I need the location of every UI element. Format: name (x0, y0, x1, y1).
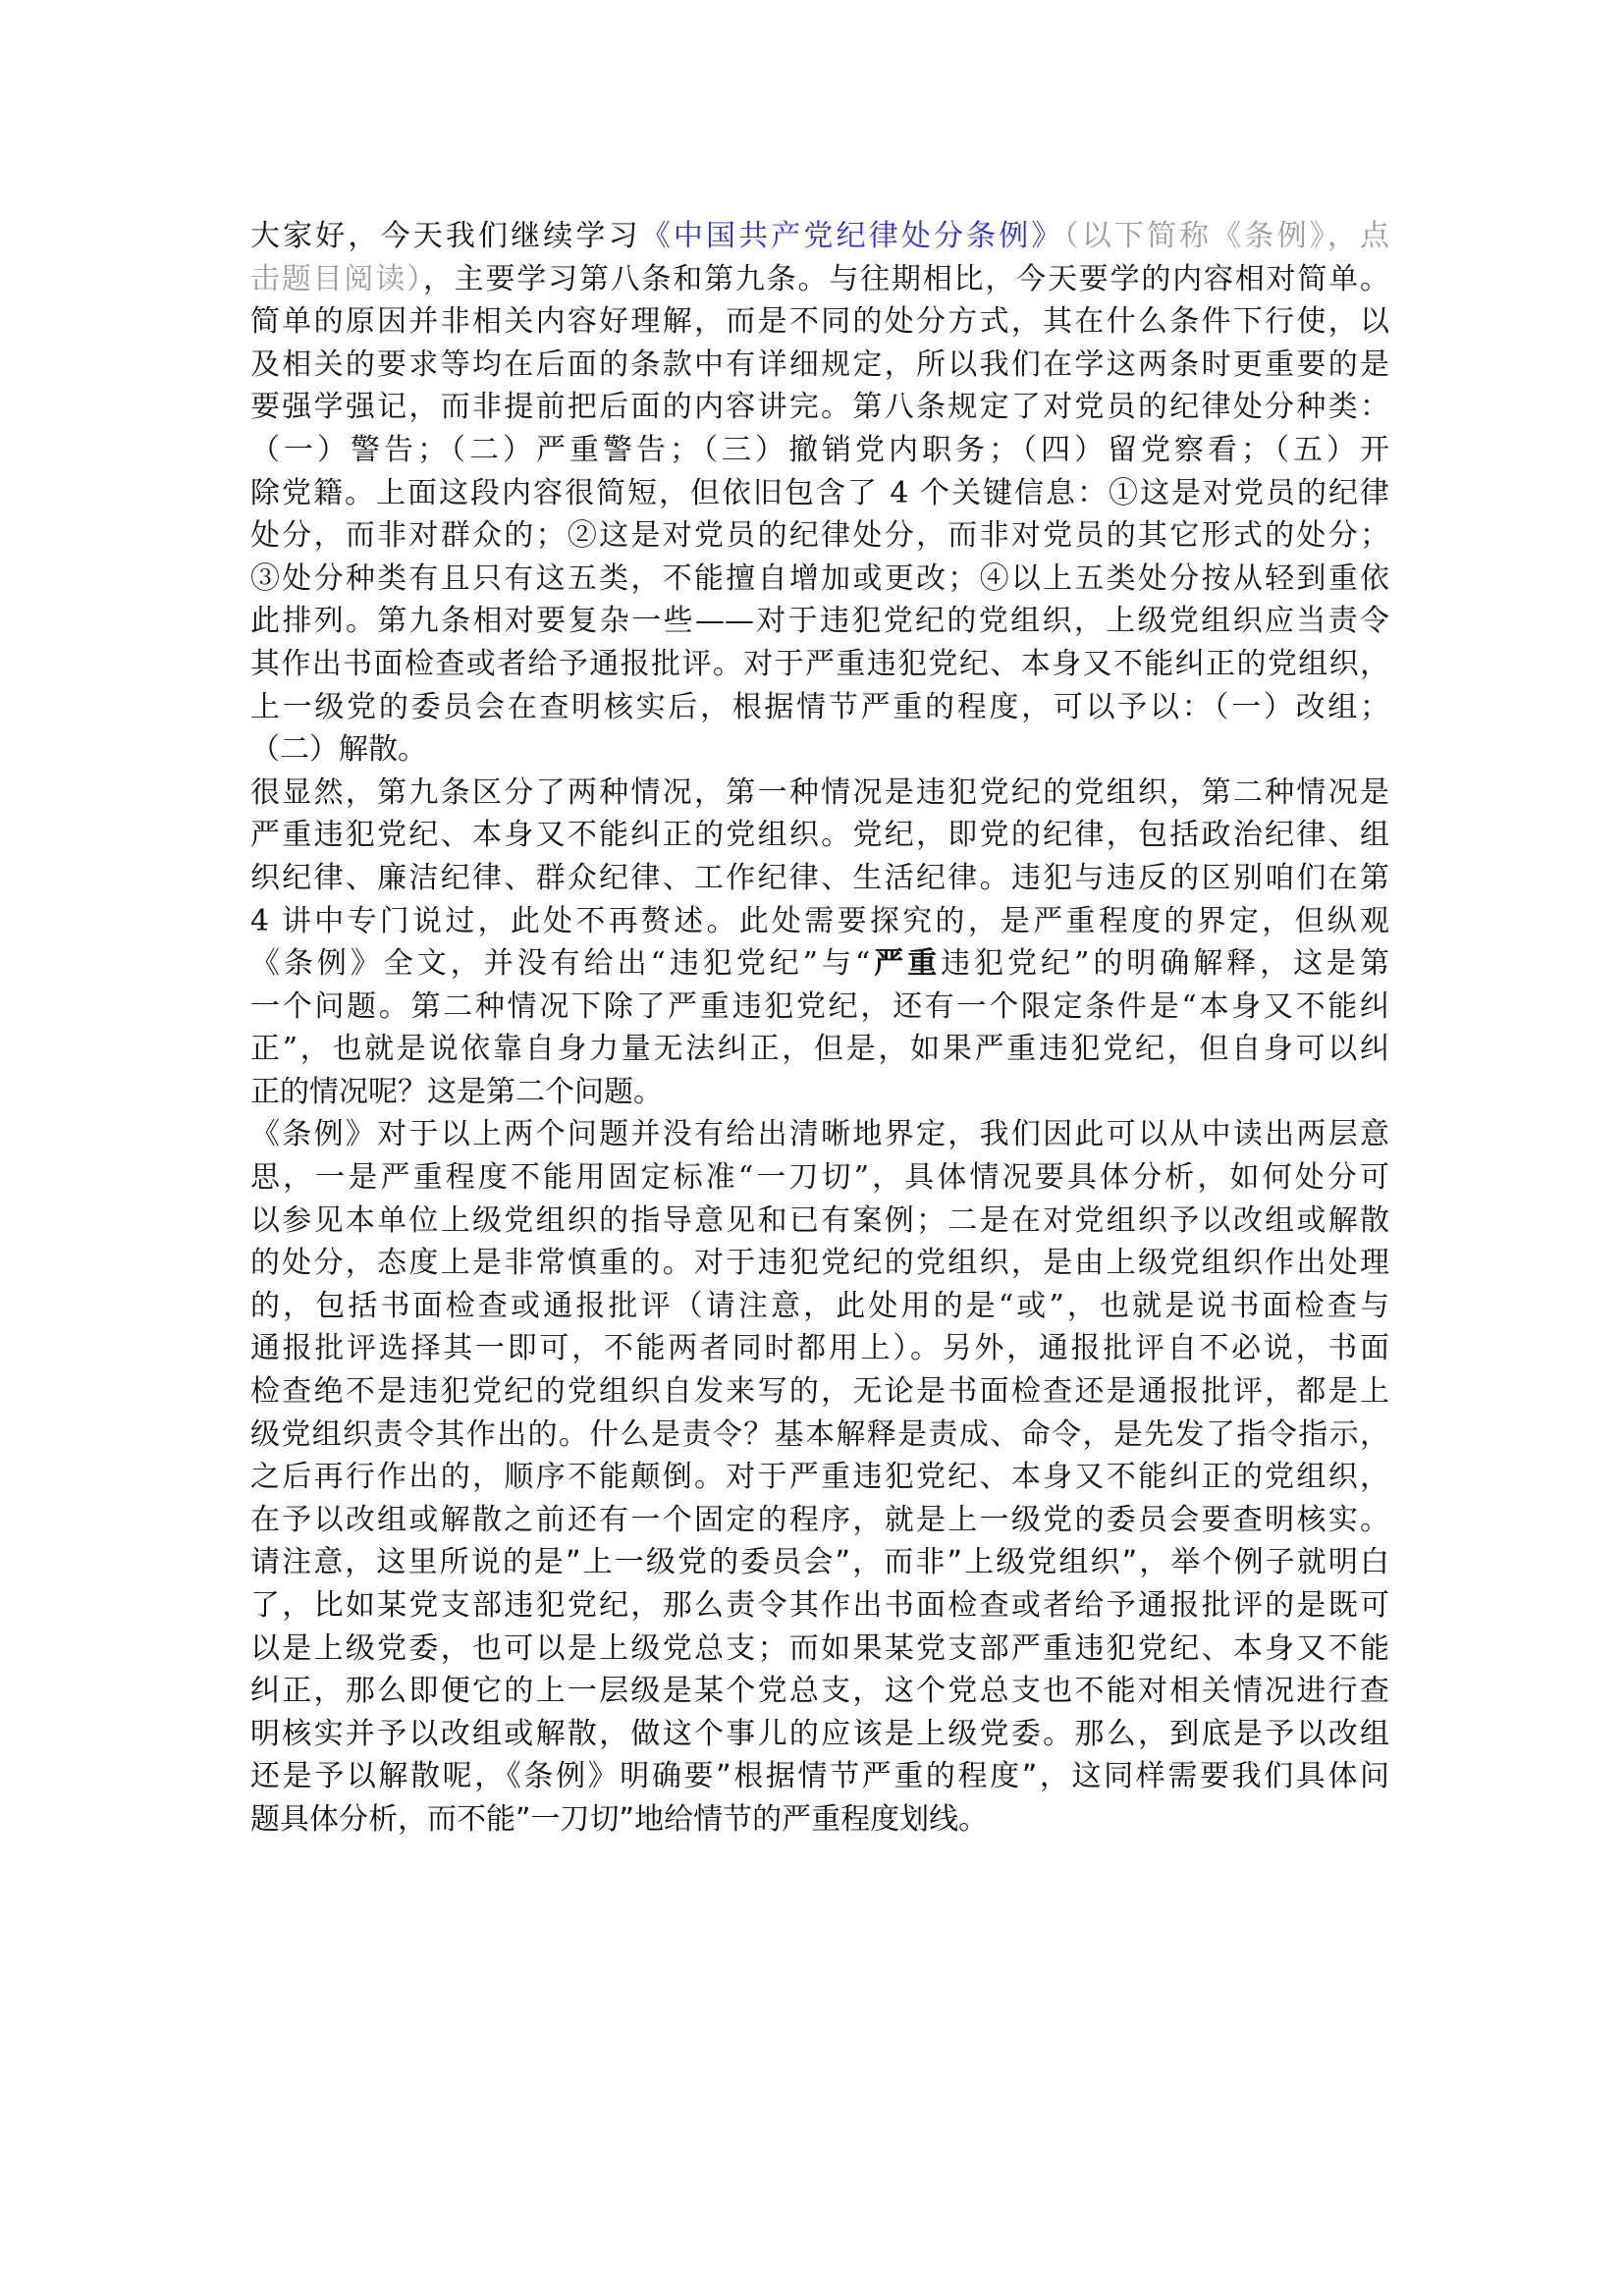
text-line (250, 1156, 1389, 1200)
text-segment: 此排列。第九条相对要复杂一些——对于违犯党纪的党组织，上级党组织应当责令 (250, 604, 1389, 639)
text-segment: ，主要学习第八条和第九条。与往期相比，今天要学的内容相对简单。 (422, 261, 1390, 296)
text-segment: 要强学强记，而非提前把后面的内容讲完。第八条规定了对党员的纪律处分种类： (250, 390, 1389, 425)
text-line (250, 986, 1389, 1029)
text-segment: 除党籍。上面这段内容很简短，但依旧包含了 4 个关键信息：①这是对党员的纪律 (250, 475, 1389, 510)
text-line (250, 1713, 1389, 1756)
text-line (250, 686, 1389, 729)
text-line (250, 514, 1389, 558)
text-segment: 严重违犯党纪、本身又不能纠正的党组织。党纪，即党的纪律，包括政治纪律、组 (250, 818, 1389, 853)
text-segment: 在予以改组或解散之前还有一个固定的程序，就是 (250, 1502, 948, 1537)
text-segment: ③处分种类有且只有这五类，不能擅自增加或更改；④以上五类处分按从轻到重依 (250, 561, 1389, 596)
text-line (250, 1028, 1389, 1071)
emphasis-text: 严重 (870, 946, 942, 982)
text-segment: 以是上级党委，也可以是上级党总支；而如果某党支部严重违犯党纪、本身又不能 (250, 1630, 1389, 1666)
text-segment: （二）解散。 (250, 732, 427, 768)
text-segment: 检查绝不是违犯党纪的党组织自发来写的，无论是书面检查还是通报批评，都是上 (250, 1374, 1389, 1410)
text-segment: 很显然，第九条区分了两种情况，第一种情况是违犯党纪的党组织，第二种情况是 (250, 774, 1389, 810)
text-line (250, 1071, 1389, 1114)
text-segment: 的，包括书面检查或通报批评（请注意，此处用的是“或”，也就是说书面检查与 (250, 1288, 1389, 1323)
text-line (250, 1285, 1389, 1328)
text-line (250, 1541, 1389, 1584)
text-segment: 一个问题。第二种情况下除了严重违犯党纪，还有一个限定条件是“本身又不能纠 (250, 988, 1389, 1024)
text-segment: 其作出书面检查或者给予通报批评。对于严重违犯党纪、本身又不能纠正的党组织， (250, 646, 1389, 681)
text-line (250, 1242, 1389, 1285)
text-line (250, 814, 1389, 857)
text-segment: 织纪律、廉洁纪律、群众纪律、工作纪律、生活纪律。违犯与违反的区别咱们在第 (250, 860, 1389, 895)
text-segment: 通报批评选择其一即可，不能两者同时都用上）。另外，通报批评自不必说，书面 (250, 1331, 1389, 1366)
regulation-title-link[interactable]: 《中国共产党纪律处分条例》 (640, 219, 1064, 253)
text-segment: 正”，也就是说依靠自身力量无法纠正，但是，如果严重违犯党纪，但自身可以纠 (250, 1032, 1389, 1067)
text-segment: 还是予以解散呢，《条例》明确要”根据情节严重的程度”，这同样需要我们具体问 (250, 1759, 1389, 1794)
text-segment: 简单的原因并非相关内容好理解，而是不同的处分方式，其在什么条件下行使，以 (250, 304, 1389, 340)
text-line (250, 558, 1389, 601)
text-segment: 的处分，态度上是非常慎重的。对于违犯党纪的党组织，是由上级党组织作出处理 (250, 1246, 1389, 1281)
text-line (250, 429, 1389, 472)
text-line (250, 643, 1389, 686)
read-hint-text[interactable]: 击题目阅读） (250, 261, 423, 296)
text-line (250, 1628, 1389, 1671)
text-segment: 处分，而非对群众的；②这是对党员的纪律处分，而非对党员的其它形式的处分； (250, 518, 1389, 554)
text-line (250, 600, 1389, 643)
text-segment: 级党组织责令其作出的。什么是责令？基本解释是责成、命令，是先发了指令指示， (250, 1416, 1389, 1452)
text-line (250, 1499, 1389, 1542)
text-line (250, 1584, 1389, 1628)
document-body (250, 215, 1389, 1842)
text-segment: 请注意，这里所说的是”上一级党的委员会”，而非”上级党组织”，举个例子就明白 (250, 1545, 1389, 1580)
text-segment: 纠正，那么即便它的上一层级是某个党总支，这个党总支也不能对相关情况进行查 (250, 1674, 1389, 1709)
text-segment: 及相关的要求等均在后面的条款中有详细规定，所以我们在学这两条时更重要的是 (250, 347, 1389, 382)
text-segment: 违犯党纪”的明确解释，这是第 (941, 946, 1390, 982)
text-line (250, 1113, 1389, 1156)
text-line (250, 1414, 1389, 1457)
text-segment: 《条例》对于以上两个问题并没有给出清晰地界定，我们因此可以从中读出两层意 (250, 1117, 1389, 1152)
text-line (250, 344, 1389, 387)
text-line (250, 1798, 1389, 1842)
text-line (250, 900, 1389, 943)
text-line (250, 472, 1389, 515)
text-line (250, 386, 1389, 429)
read-hint-text[interactable]: （以下简称《条例》，点 (1063, 219, 1390, 253)
text-line (250, 1670, 1389, 1713)
text-segment: 明核实并予以改组或解散，做这个事儿的应该是上级党委。那么，到底是予以改组 (250, 1716, 1389, 1751)
text-segment: 之后再行作出的，顺序不能颠倒。对于严重违犯党纪、本身又不能纠正的党组织， (250, 1460, 1389, 1495)
text-line (250, 1327, 1389, 1370)
text-segment: 上一级党的委员会在查明核实后，根据情节严重的程度，可以予以：（一）改组； (250, 689, 1389, 724)
text-line (250, 1200, 1389, 1243)
text-segment: 《条例》全文，并没有给出“违犯党纪”与“ (250, 946, 871, 982)
text-segment: 大家好，今天我们继续学习 (250, 219, 641, 253)
text-line (250, 857, 1389, 900)
text-line (250, 258, 1389, 301)
text-line (250, 300, 1389, 344)
text-line (250, 1755, 1389, 1798)
text-line (250, 1370, 1389, 1414)
text-segment: 以参见本单位上级党组织的指导意见和已有案例；二是在对党组织予以改组或解散 (250, 1202, 1389, 1238)
text-segment: 上一级党的委员会要查明核实。 (947, 1502, 1390, 1537)
text-segment: （一）警告；（二）严重警告；（三）撤销党内职务；（四）留党察看；（五）开 (250, 432, 1389, 467)
text-segment: 正的情况呢？这是第二个问题。 (250, 1074, 663, 1109)
text-segment: 思，一是严重程度不能用固定标准“一刀切”，具体情况要具体分析，如何处分可 (250, 1160, 1389, 1196)
text-line (250, 772, 1389, 815)
text-line (250, 1456, 1389, 1499)
text-segment: 4 讲中专门说过，此处不再赘述。此处需要探究的，是严重程度的界定，但纵观 (250, 903, 1389, 938)
text-segment: 了，比如某党支部违犯党纪，那么责令其作出书面检查或者给予通报批评的是既可 (250, 1588, 1389, 1623)
text-line (250, 215, 1389, 258)
text-line (250, 728, 1389, 772)
text-line (250, 942, 1389, 986)
text-segment: 题具体分析，而不能”一刀切”地给情节的严重程度划线。 (250, 1801, 989, 1837)
